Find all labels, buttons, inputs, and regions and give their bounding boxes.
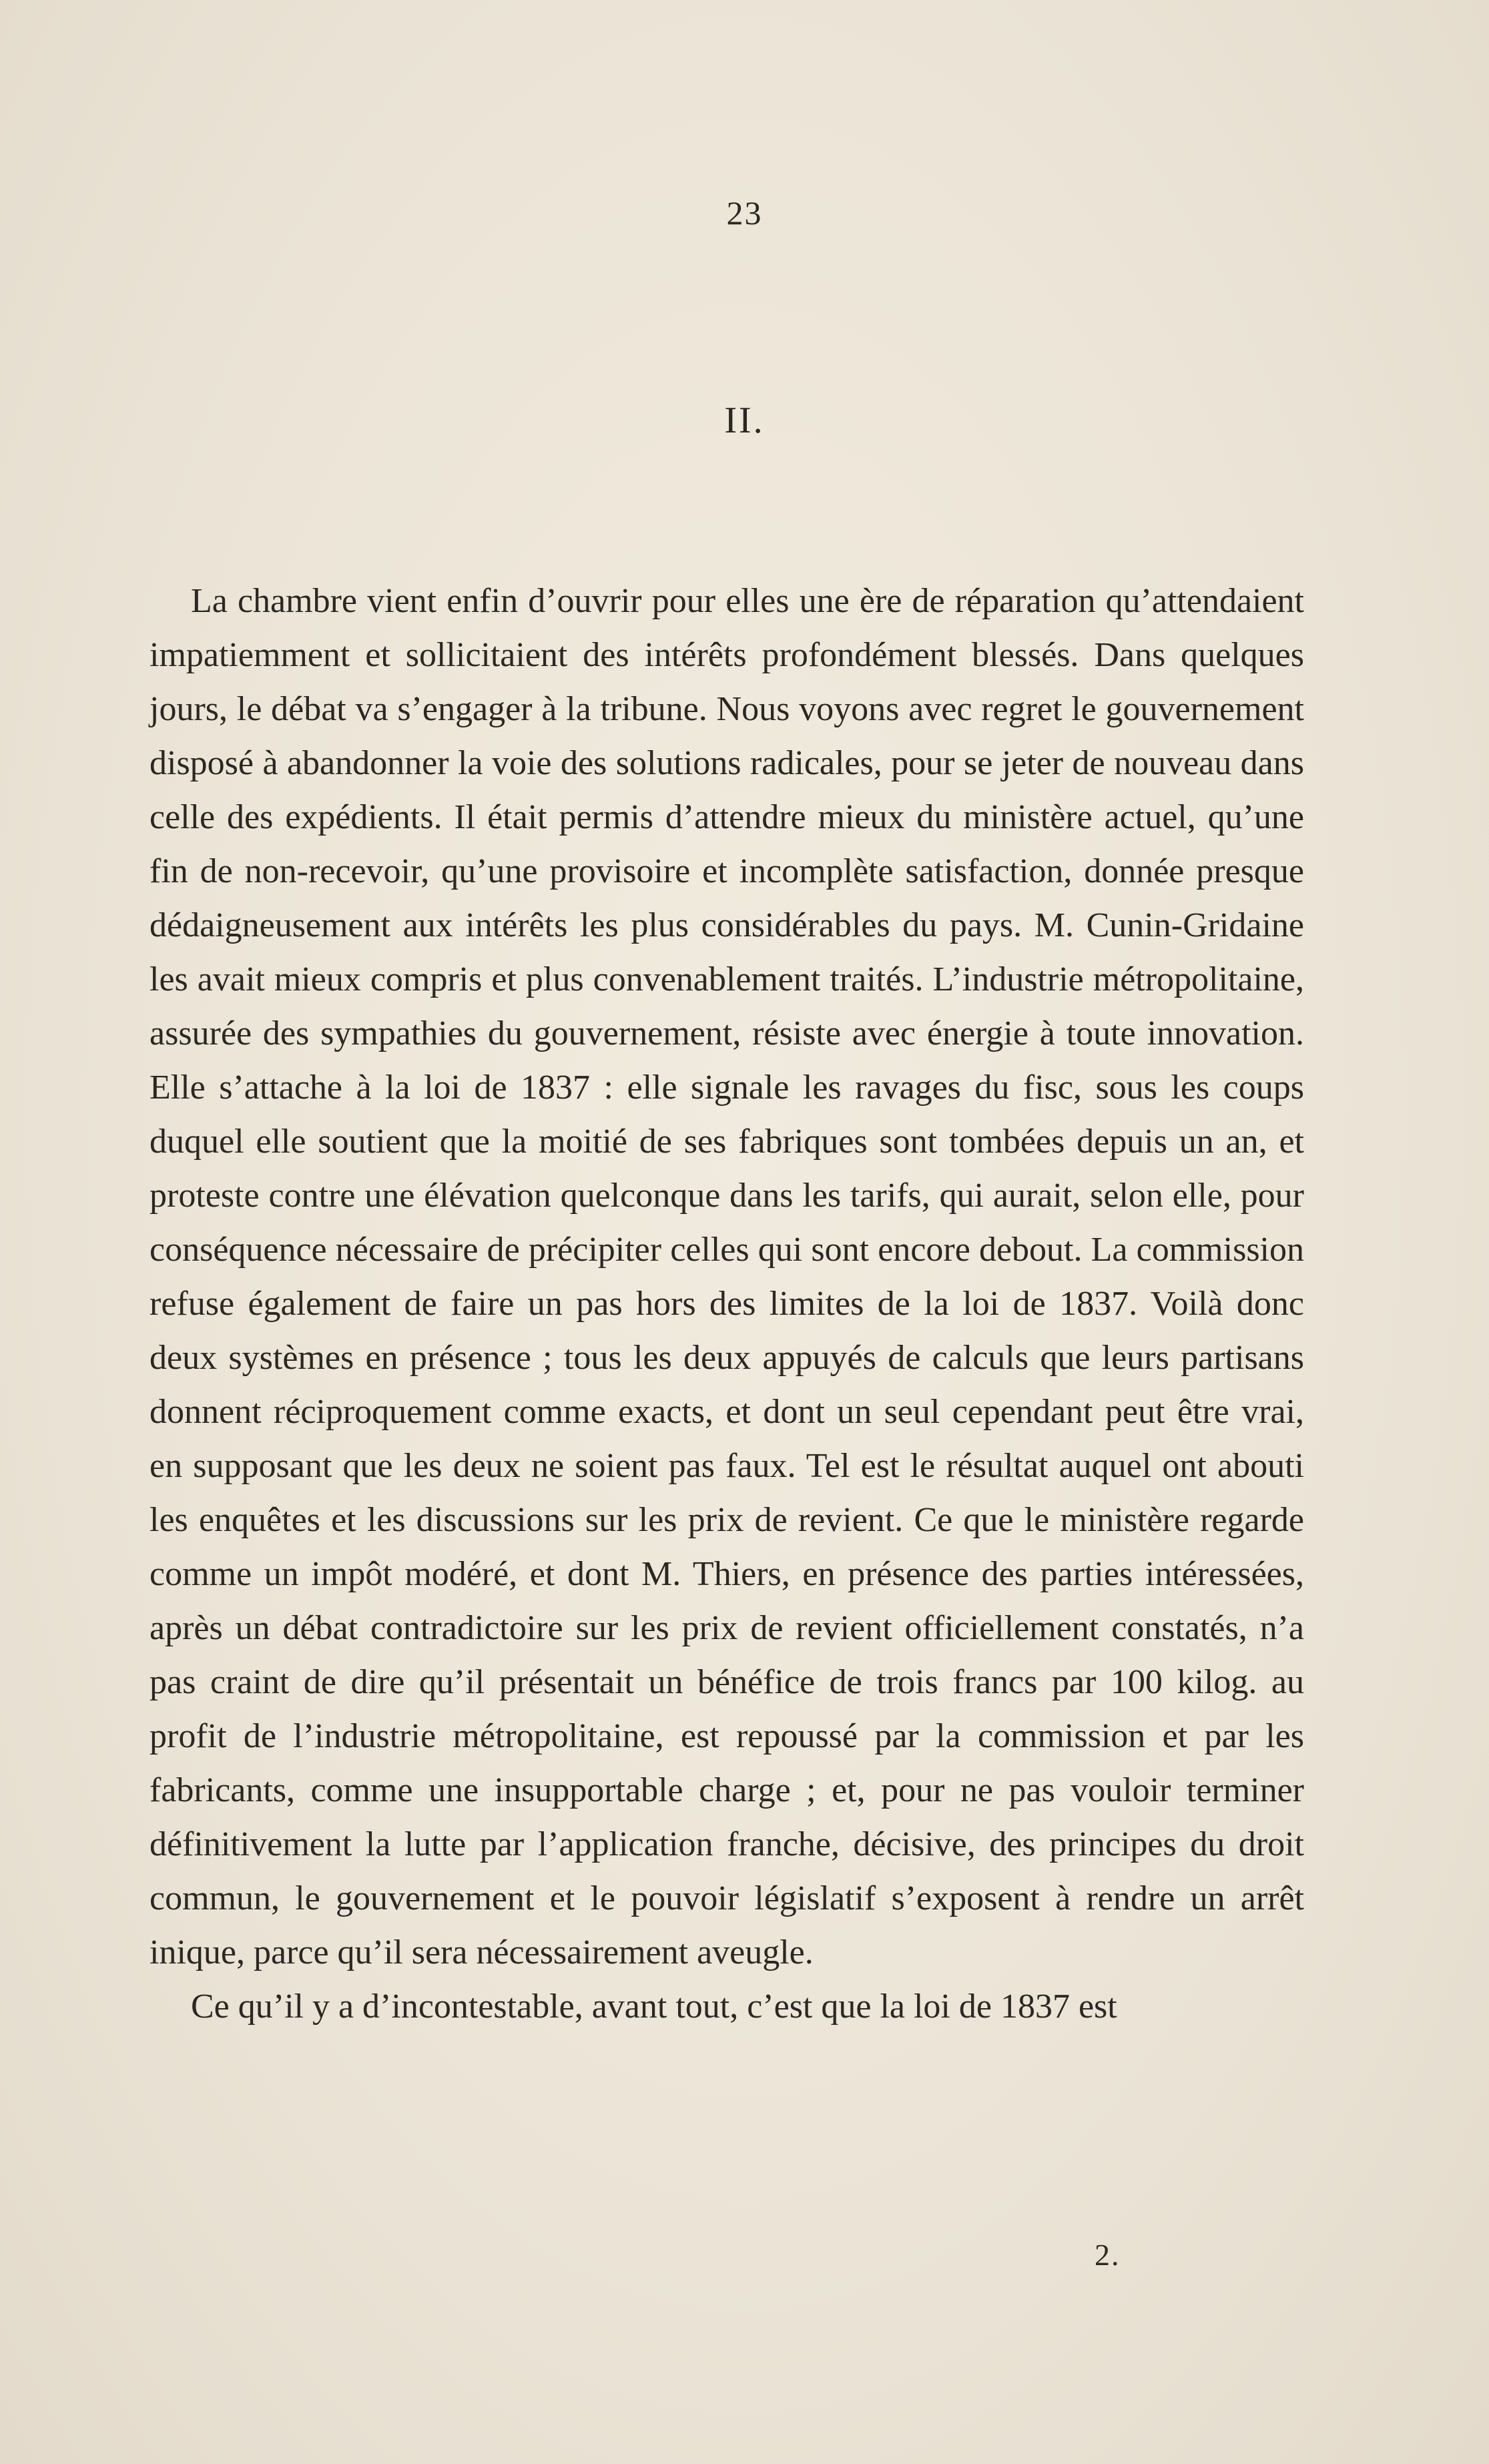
- body-text: [150, 574, 1304, 2034]
- page-number: 23: [726, 194, 763, 232]
- signature-mark: 2.: [1095, 2238, 1121, 2272]
- section-heading: II.: [724, 400, 765, 441]
- paragraph-2: Ce qu’il y a d’incontestable, avant tout, c’est que la loi de 1837 est: [191, 1987, 1117, 2026]
- paragraph-1: La chambre vient enfin d’ouvrir pour elles une ère de réparation qu’attendaient impatiemment et sollicitaient des intérêts profondément blessés. Dans quelques jours, le débat va s’engager à la tribune. Nous voyons avec regret le gouvernement disposé à abandonner la voie des solutions radicales, pour se jeter de nouveau dans celle des expédients. Il était permis d’attendre mieux du ministère actuel, qu’une fin de non-recevoir, qu’une provisoire et incomplète satisfaction, donnée presque dédaigneusement aux intérêts les plus considérables du pays. M. Cunin-Gridaine les avait mieux compris et plus convenablement traités. L’industrie métropolitaine, assurée des sympathies du gouvernement, résiste avec énergie à toute innovation. Elle s’attache à la loi de 1837 : elle signale les ravages du fisc, sous les coups duquel elle soutient que la moitié de ses fabriques sont tombées depuis un an, et proteste contre une élévation quelconque dans les tarifs, qui aurait, selon elle, pour conséquence nécessaire de précipiter celles qui sont encore debout. La commission refuse également de faire un pas hors des limites de la loi de 1837. Voilà donc deux systèmes en présence ; tous les deux appuyés de calculs que leurs partisans donnent réciproquement comme exacts, et dont un seul cependant peut être vrai, en supposant que les deux ne soient pas faux. Tel est le résultat auquel ont abouti les enquêtes et les discussions sur les prix de revient. Ce que le ministère regarde comme un impôt modéré, et dont M. Thiers, en présence des parties intéressées, après un débat contradictoire sur les prix de revient officiellement constatés, n’a pas craint de dire qu’il présentait un bénéfice de trois francs par 100 kilog. au profit de l’industrie métropolitaine, est repoussé par la commission et par les fabricants, comme une insupportable charge ; et, pour ne pas vouloir terminer définitivement la lutte par l’application franche, décisive, des principes du droit commun, le gouvernement et le pouvoir législatif s’exposent à rendre un arrêt inique, parce qu’il sera nécessairement aveugle.: [150, 582, 1304, 1971]
